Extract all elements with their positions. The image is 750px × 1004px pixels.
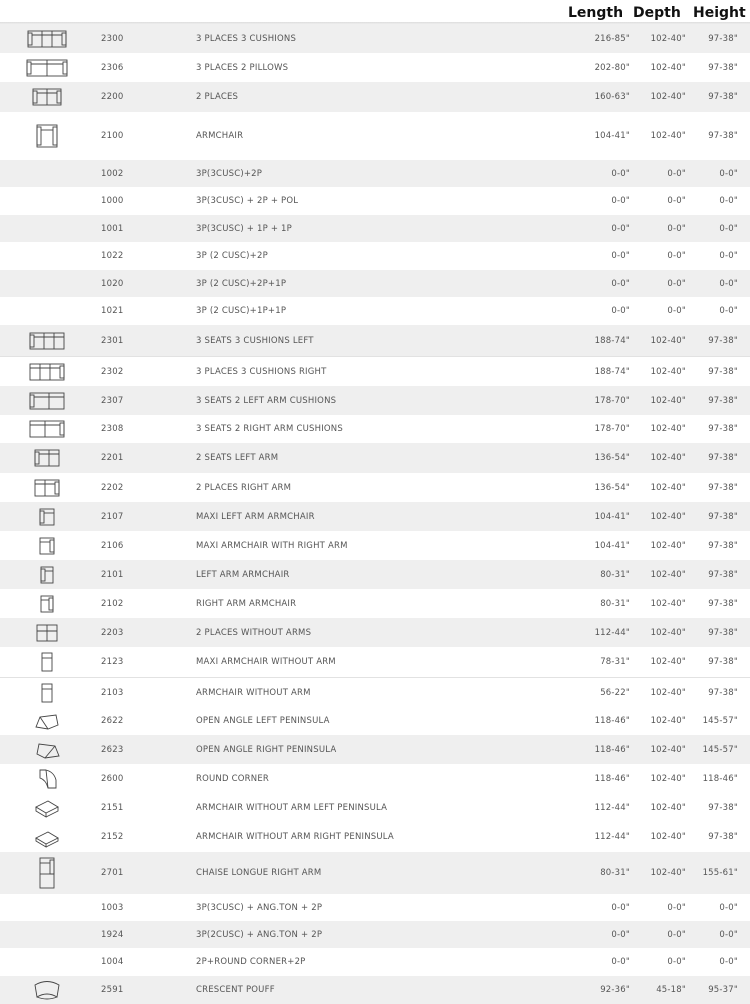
depth-value: 102-40" [650,424,686,434]
sofa-2-seat-left-arm-icon [22,443,72,473]
product-code: 1924 [101,929,124,940]
table-row [0,764,750,793]
height-value: 97-38" [708,335,738,346]
table-row [0,976,750,1004]
depth-value: 102-40" [650,92,686,102]
maxi-left-arm-armchair-icon [22,502,72,531]
empty-icon-cell [22,894,72,921]
product-description: ARMCHAIR WITHOUT ARM RIGHT PENINSULA [196,832,394,842]
height-value: 0-0" [719,278,738,289]
product-code: 2103 [101,687,124,698]
product-description: 3P (2 CUSC)+1P+1P [196,306,287,316]
table-row [0,82,750,112]
product-description: MAXI ARMCHAIR WITH RIGHT ARM [196,540,348,551]
table-row [0,443,750,473]
product-code: 2302 [101,367,124,377]
table-row [0,53,750,82]
product-description: 2 PLACES RIGHT ARM [196,482,292,493]
product-code: 2106 [101,540,124,551]
depth-value: 0-0" [667,223,686,234]
product-description: MAXI ARMCHAIR WITHOUT ARM [196,657,336,667]
empty-icon-cell [22,948,72,976]
depth-value: 0-0" [667,196,686,206]
product-code: 2301 [101,335,124,346]
sofa-3-seat-right-arm-icon [22,415,72,443]
depth-value: 102-40" [650,868,686,878]
product-description: 3P (2 CUSC)+2P+1P [196,278,287,289]
product-description: 3P(3CUSC) + 1P + 1P [196,223,292,234]
height-value: 97-38" [708,395,738,406]
armless-armchair-icon [22,678,72,707]
table-row [0,822,750,852]
length-value: 0-0" [611,902,630,913]
length-value: 136-54" [594,453,630,463]
product-code: 2307 [101,395,124,406]
depth-value: 102-40" [650,687,686,698]
table-row [0,297,750,325]
height-value: 0-0" [719,929,738,940]
product-description: 2 SEATS LEFT ARM [196,453,279,463]
product-code: 2203 [101,627,124,638]
table-row [0,112,750,160]
product-description: 2 PLACES WITHOUT ARMS [196,627,312,638]
length-value: 0-0" [611,957,630,967]
product-description: CHAISE LONGUE RIGHT ARM [196,868,322,878]
height-value: 145-57" [702,715,738,726]
maxi-armless-armchair-icon [22,647,72,677]
round-corner-icon [22,764,72,793]
table-row [0,921,750,948]
depth-value: 102-40" [650,569,686,580]
maxi-right-arm-armchair-icon [22,531,72,560]
table-row [0,270,750,297]
length-value: 178-70" [594,424,630,434]
table-row [0,215,750,242]
length-value: 0-0" [611,251,630,261]
length-value: 0-0" [611,278,630,289]
sofa-2-seat-no-arms-icon [22,618,72,647]
depth-value: 102-40" [650,335,686,346]
length-header: Length [568,5,624,21]
chaise-longue-right-arm-icon [22,852,72,894]
depth-value: 102-40" [650,367,686,377]
product-code: 2308 [101,424,124,434]
product-description: 2P+ROUND CORNER+2P [196,957,306,967]
product-description: ARMCHAIR WITHOUT ARM LEFT PENINSULA [196,802,388,813]
length-value: 118-46" [594,773,630,784]
height-value: 97-38" [708,482,738,493]
product-description: LEFT ARM ARMCHAIR [196,569,290,580]
depth-value: 102-40" [650,627,686,638]
product-code: 2201 [101,453,124,463]
length-value: 216-85" [594,33,630,44]
height-value: 97-38" [708,540,738,551]
length-value: 136-54" [594,482,630,493]
product-description: MAXI LEFT ARM ARMCHAIR [196,511,315,522]
product-description: ROUND CORNER [196,773,269,784]
sofa-2-seat-icon [22,82,72,112]
depth-value: 45-18" [656,985,686,995]
height-value: 97-38" [708,511,738,522]
table-row [0,325,750,356]
armchair-icon [22,112,72,160]
table-row [0,735,750,764]
product-description: RIGHT ARM ARMCHAIR [196,598,297,609]
height-value: 97-38" [708,367,738,377]
product-code: 2151 [101,802,124,813]
sofa-3-seat-right-icon [22,357,72,387]
product-code: 2306 [101,62,124,73]
length-value: 0-0" [611,223,630,234]
sofa-3-seat-2-pillow-icon [22,53,72,82]
length-value: 104-41" [594,511,630,522]
armless-left-peninsula-icon [22,793,72,822]
length-value: 0-0" [611,196,630,206]
sofa-3-seat-left-icon [22,325,72,356]
table-row [0,793,750,822]
product-code: 2202 [101,482,124,493]
height-header: Height [693,5,746,21]
height-value: 97-38" [708,453,738,463]
depth-value: 102-40" [650,598,686,609]
table-row [0,415,750,443]
depth-value: 102-40" [650,802,686,813]
product-code: 2300 [101,33,124,44]
length-value: 80-31" [600,569,630,580]
length-value: 118-46" [594,715,630,726]
length-value: 104-41" [594,540,630,551]
column-header [0,0,750,24]
empty-icon-cell [22,270,72,297]
left-arm-armchair-icon [22,560,72,589]
right-arm-armchair-icon [22,589,72,618]
table-row [0,618,750,647]
empty-icon-cell [22,187,72,215]
depth-value: 102-40" [650,540,686,551]
length-value: 56-22" [600,687,630,698]
product-description: 3P(2CUSC) + ANG.TON + 2P [196,929,323,940]
table-row [0,706,750,735]
product-description: CRESCENT POUFF [196,985,275,995]
product-code: 1021 [101,306,124,316]
height-value: 97-38" [708,424,738,434]
crescent-pouff-icon [22,976,72,1004]
depth-value: 102-40" [650,744,686,755]
depth-value: 0-0" [667,251,686,261]
depth-value: 0-0" [667,929,686,940]
sofa-3-seat-icon [22,24,72,53]
length-value: 80-31" [600,598,630,609]
table-row [0,160,750,187]
height-value: 145-57" [702,744,738,755]
product-description: 3P(3CUSC)+2P [196,168,263,179]
length-value: 188-74" [594,335,630,346]
table-row [0,473,750,502]
length-value: 78-31" [600,657,630,667]
length-value: 104-41" [594,131,630,141]
product-code: 2102 [101,598,124,609]
table-row [0,647,750,677]
depth-value: 0-0" [667,902,686,913]
empty-icon-cell [22,242,72,270]
height-value: 97-38" [708,569,738,580]
product-description: 3 PLACES 3 CUSHIONS RIGHT [196,367,327,377]
height-value: 97-38" [708,62,738,73]
open-angle-right-peninsula-icon [22,735,72,764]
product-description: 3P (2 CUSC)+2P [196,251,268,261]
height-value: 0-0" [719,223,738,234]
product-code: 2152 [101,832,124,842]
sofa-3-seat-left-arm-icon [22,386,72,415]
product-description: 3P(3CUSC) + 2P + POL [196,196,299,206]
sofa-2-seat-right-arm-icon [22,473,72,502]
height-value: 155-61" [702,868,738,878]
length-value: 178-70" [594,395,630,406]
height-value: 97-38" [708,33,738,44]
product-code: 1004 [101,957,124,967]
height-value: 0-0" [719,251,738,261]
length-value: 0-0" [611,929,630,940]
depth-value: 102-40" [650,511,686,522]
product-description: 3 SEATS 3 CUSHIONS LEFT [196,335,314,346]
height-value: 0-0" [719,902,738,913]
depth-header: Depth [633,5,681,21]
height-value: 0-0" [719,196,738,206]
height-value: 97-38" [708,131,738,141]
depth-value: 102-40" [650,131,686,141]
length-value: 160-63" [594,92,630,102]
length-value: 0-0" [611,168,630,179]
length-value: 80-31" [600,868,630,878]
depth-value: 102-40" [650,482,686,493]
product-code: 1022 [101,251,124,261]
depth-value: 102-40" [650,773,686,784]
height-value: 0-0" [719,168,738,179]
product-description: 3 SEATS 2 LEFT ARM CUSHIONS [196,395,337,406]
length-value: 0-0" [611,306,630,316]
depth-value: 0-0" [667,306,686,316]
length-value: 202-80" [594,62,630,73]
depth-value: 102-40" [650,395,686,406]
product-code: 2591 [101,985,124,995]
table-row [0,386,750,415]
empty-icon-cell [22,921,72,948]
product-description: OPEN ANGLE LEFT PENINSULA [196,715,330,726]
open-angle-left-peninsula-icon [22,706,72,735]
depth-value: 0-0" [667,957,686,967]
length-value: 118-46" [594,744,630,755]
product-description: 3 PLACES 3 CUSHIONS [196,33,297,44]
product-code: 1003 [101,902,124,913]
height-value: 95-37" [708,985,738,995]
depth-value: 102-40" [650,453,686,463]
product-code: 2622 [101,715,124,726]
product-description: 2 PLACES [196,92,239,102]
product-code: 2600 [101,773,124,784]
product-description: 3 PLACES 2 PILLOWS [196,62,289,73]
product-code: 2200 [101,92,124,102]
height-value: 97-38" [708,687,738,698]
depth-value: 102-40" [650,62,686,73]
product-description: 3 SEATS 2 RIGHT ARM CUSHIONS [196,424,343,434]
table-row [0,531,750,560]
product-description: OPEN ANGLE RIGHT PENINSULA [196,744,337,755]
product-description: ARMCHAIR [196,131,244,141]
product-description: 3P(3CUSC) + ANG.TON + 2P [196,902,323,913]
table-row [0,242,750,270]
product-code: 2107 [101,511,124,522]
product-code: 1000 [101,196,124,206]
depth-value: 102-40" [650,832,686,842]
product-code: 1001 [101,223,124,234]
height-value: 0-0" [719,306,738,316]
armless-right-peninsula-icon [22,822,72,852]
table-row [0,560,750,589]
table-row [0,589,750,618]
table-row [0,948,750,976]
product-code: 2123 [101,657,124,667]
table-row [0,894,750,921]
height-value: 97-38" [708,802,738,813]
product-code: 2100 [101,131,124,141]
height-value: 97-38" [708,598,738,609]
depth-value: 102-40" [650,33,686,44]
length-value: 112-44" [594,832,630,842]
empty-icon-cell [22,215,72,242]
product-code: 1002 [101,168,124,179]
depth-value: 0-0" [667,168,686,179]
empty-icon-cell [22,297,72,325]
table-row [0,502,750,531]
length-value: 188-74" [594,367,630,377]
table-row [0,677,750,707]
height-value: 97-38" [708,832,738,842]
height-value: 97-38" [708,627,738,638]
product-description: ARMCHAIR WITHOUT ARM [196,687,311,698]
table-row [0,852,750,894]
depth-value: 102-40" [650,657,686,667]
length-value: 92-36" [600,985,630,995]
table-row [0,356,750,387]
product-code: 2101 [101,569,124,580]
length-value: 112-44" [594,627,630,638]
depth-value: 102-40" [650,715,686,726]
table-row [0,187,750,215]
depth-value: 0-0" [667,278,686,289]
table-row [0,24,750,53]
empty-icon-cell [22,160,72,187]
height-value: 97-38" [708,657,738,667]
product-code: 2623 [101,744,124,755]
height-value: 118-46" [702,773,738,784]
height-value: 97-38" [708,92,738,102]
product-code: 2701 [101,868,124,878]
length-value: 112-44" [594,802,630,813]
product-code: 1020 [101,278,124,289]
height-value: 0-0" [719,957,738,967]
